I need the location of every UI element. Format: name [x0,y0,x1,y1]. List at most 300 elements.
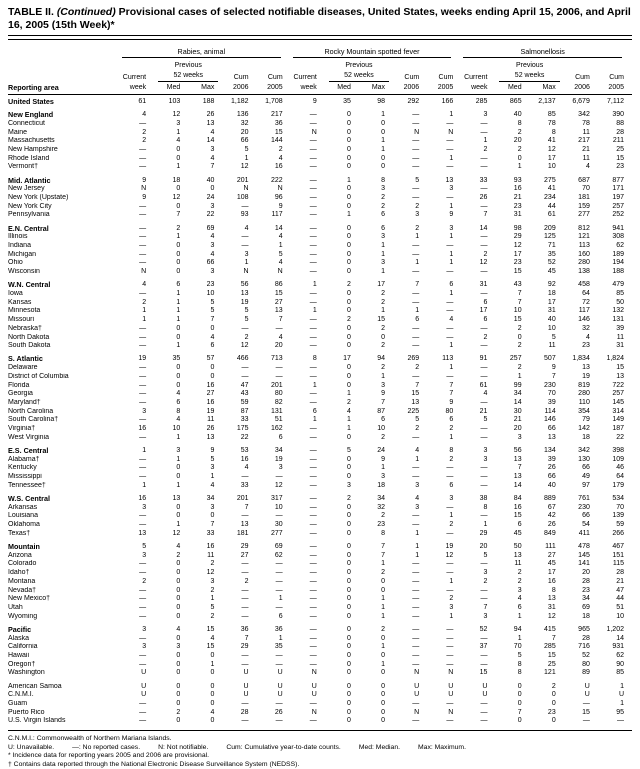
value-cell: — [412,268,420,276]
value-cell: 85 [547,111,556,119]
value-cell: 31 [616,342,624,350]
value-cell: 0 [210,700,215,707]
value-cell: 5 [210,298,215,306]
value-cell: 2 [381,569,386,577]
value-cell: 0 [210,682,215,690]
value-cell: 0 [347,433,351,441]
value-cell: 2 [551,682,556,690]
value-cell: 1 [176,455,181,463]
value-cell: — [309,717,317,725]
value-cell: 3 [210,464,215,472]
table-row [8,364,632,373]
value-cell: 0 [176,512,181,520]
value-cell: — [446,268,454,276]
value-cell: 117 [271,211,283,219]
table-row [8,512,632,521]
table-row [8,242,632,251]
value-cell: — [309,111,317,119]
value-cell: 145 [612,399,624,406]
value-cell: 0 [347,708,351,716]
value-cell: 4 [585,333,590,341]
value-cell: 47 [240,381,249,389]
value-cell: 10 [547,163,556,171]
value-cell: — [480,481,488,489]
value-cell: 15 [479,669,488,677]
value-cell: 66 [582,512,590,520]
table-section [8,495,632,539]
value-cell: 1 [415,259,420,267]
value-cell: — [309,342,317,350]
value-cell: 6 [381,211,386,219]
value-cell: 4 [142,111,147,119]
value-cell: 0 [176,700,181,707]
value-cell: — [480,242,488,250]
value-cell: 52 [582,651,590,659]
value-cell: 5 [551,333,556,341]
value-cell: — [412,333,420,341]
value-cell: 0 [347,146,351,154]
value-cell: — [446,586,454,594]
value-cell: 2 [278,146,283,154]
value-cell: 0 [381,700,386,707]
value-cell: 15 [616,364,624,372]
value-cell: 44 [547,202,556,210]
value-cell: 0 [347,290,351,298]
value-cell: — [241,595,249,603]
value-cell: — [480,425,488,433]
value-cell: 144 [270,137,283,145]
row-label: Louisiana [8,512,38,520]
table-row [8,434,632,443]
value-cell: 34 [513,390,522,398]
value-cell: 0 [381,651,386,659]
value-cell: 131 [612,316,624,324]
value-cell: 1 [312,416,317,424]
cum-label: Cum [233,74,249,81]
table-row [8,613,632,622]
med-label: Med [337,84,351,91]
value-cell: 1 [278,634,283,642]
value-cell: 6 [449,281,454,289]
value-cell: 1 [142,447,147,455]
value-cell: 411 [578,529,590,537]
week-label: week [300,84,317,91]
value-cell: — [139,242,147,250]
value-cell: 12 [274,481,283,489]
value-cell: 0 [176,202,181,210]
value-cell: U [311,682,317,690]
value-cell: 0 [517,333,522,341]
table-row [8,98,632,107]
value-cell: 4 [176,390,181,398]
value-cell: — [480,660,488,668]
value-cell: — [446,137,454,145]
value-cell: 17 [343,355,351,363]
column-group-salmonellosis: Salmonellosis [463,47,622,58]
value-cell: 3 [483,447,488,455]
value-cell: 23 [377,521,386,529]
value-cell: 0 [347,595,351,603]
value-cell: 4 [415,495,420,503]
value-cell: 0 [347,651,351,659]
value-cell: 15 [206,625,215,633]
value-cell: 1 [517,372,522,380]
value-cell: 1 [176,128,181,136]
value-cell: 7 [244,503,249,511]
row-label: Iowa [8,290,23,298]
value-cell: 2 [347,316,351,324]
value-cell: 103 [168,98,181,105]
value-cell: 0 [347,224,351,232]
footnote-cnmi: C.N.M.I.: Commonwealth of Northern Mariana Islands. [8,735,172,743]
value-cell: — [139,700,147,707]
value-cell: 66 [240,137,249,145]
value-cell: 0 [381,708,386,716]
value-cell: — [480,342,488,350]
value-cell: 54 [582,521,590,529]
value-cell: 1 [517,163,522,171]
value-cell: — [480,364,488,372]
value-cell: 3 [517,433,522,441]
value-cell: 4 [278,154,283,162]
value-cell: 1 [449,577,454,585]
value-cell: 21 [582,146,590,154]
value-cell: 13 [172,495,181,503]
row-label: Virginia† [8,425,36,433]
value-cell: 1 [415,529,420,537]
value-cell: — [309,634,317,642]
value-cell: — [412,324,420,332]
value-cell: 131 [270,407,283,415]
value-cell: 2 [517,324,522,332]
value-cell: 7 [483,603,488,611]
row-label: Mountain [8,543,40,552]
value-cell: 2 [381,202,386,210]
value-cell: 4 [517,595,522,603]
value-cell: 4 [244,224,249,232]
value-cell: 0 [347,669,351,677]
value-cell: 17 [377,281,386,289]
value-cell: 56 [513,447,522,455]
value-cell: 1 [312,381,317,389]
value-cell: 36 [274,119,283,127]
value-cell: — [412,146,420,154]
value-cell: 4 [210,250,215,258]
value-cell: 0 [347,298,351,306]
value-cell: 1 [176,342,181,350]
value-cell: 275 [544,176,556,184]
value-cell: — [446,717,454,725]
value-cell: 15 [274,128,283,136]
value-cell: 390 [612,111,624,119]
value-cell: 29 [479,529,488,537]
value-cell: 39 [547,455,556,463]
value-cell: 1 [176,163,181,171]
value-cell: 142 [578,425,590,433]
value-cell: — [480,700,488,707]
value-cell: 23 [513,259,522,267]
value-cell: 15 [547,651,556,659]
value-cell: 0 [347,529,351,537]
value-cell: — [309,425,317,433]
value-cell: 2 [381,290,386,298]
value-cell: — [139,586,147,594]
value-cell: — [412,290,420,298]
value-cell: 13 [411,399,420,406]
value-cell: 3 [381,381,386,389]
value-cell: 1 [312,281,317,289]
value-cell: 466 [236,355,249,363]
value-cell: — [480,717,488,725]
max-label: Max [371,84,386,91]
value-cell: — [412,512,420,520]
row-label: Arkansas [8,503,38,511]
row-label: Pacific [8,625,32,634]
value-cell: 1 [449,612,454,620]
value-cell: 37 [479,643,488,651]
value-cell: 32 [240,119,249,127]
value-cell: 2 [347,495,351,503]
value-cell: — [617,717,624,725]
row-label: New Mexico† [8,595,51,603]
row-label: S. Atlantic [8,355,43,364]
value-cell: 8 [551,586,556,594]
value-cell: 24 [377,447,386,455]
value-cell: — [309,290,317,298]
value-cell: 280 [578,390,590,398]
value-cell: 0 [551,691,556,699]
value-cell: — [139,146,147,154]
value-cell: 18 [547,290,556,298]
value-cell: 39 [547,399,556,406]
value-cell: 3 [381,233,386,241]
value-cell: — [309,512,317,520]
value-cell: — [412,521,420,529]
value-cell: N [277,268,283,276]
value-cell: — [446,324,454,332]
value-cell: 0 [381,577,386,585]
row-label: Georgia [8,390,33,398]
value-cell: 7 [210,163,215,171]
value-cell: 0 [381,682,386,690]
med-label: Med [166,84,181,91]
value-cell: 201 [236,176,249,184]
value-cell: — [309,163,317,171]
value-cell: — [446,146,454,154]
value-cell: 17 [513,250,522,258]
table-row [8,146,632,155]
value-cell: 11 [207,551,215,559]
value-cell: 23 [616,163,624,171]
row-label: E.S. Central [8,447,49,456]
value-cell: 12 [172,194,181,202]
value-cell: 0 [551,717,556,725]
value-cell: 84 [513,495,522,503]
value-cell: — [309,464,317,472]
value-cell: 3 [415,481,420,489]
value-cell: 3 [449,603,454,611]
value-cell: 1 [449,154,454,162]
value-cell: 0 [381,634,386,642]
value-cell: 5 [278,250,283,258]
value-cell: 4 [176,543,181,551]
value-cell: 20 [513,137,522,145]
value-cell: 132 [612,307,624,315]
value-cell: 1 [381,643,386,651]
value-cell: 109 [612,455,624,463]
value-cell: — [412,163,420,171]
value-cell: 2 [415,202,420,210]
value-cell: 25 [547,660,556,668]
value-cell: 0 [347,464,351,472]
value-cell: 5 [483,551,488,559]
value-cell: 0 [347,242,351,250]
value-cell: 16 [138,495,147,503]
value-cell: 467 [612,543,624,551]
value-cell: 28 [616,128,624,136]
value-cell: — [309,612,317,620]
max-label: Max [201,84,215,91]
column-group-rabies-animal: Rabies, animal [122,47,281,58]
value-cell: 20 [582,569,590,577]
value-cell: 18 [377,481,386,489]
value-cell: 1 [176,316,181,324]
value-cell: 1 [176,233,181,241]
table-row [8,473,632,482]
value-cell: 1 [415,233,420,241]
value-cell: 889 [544,495,556,503]
table-row [8,495,632,504]
value-cell: 716 [578,643,590,651]
value-cell: 230 [578,503,590,511]
value-cell: 0 [381,119,386,127]
value-cell: 10 [172,425,181,433]
row-label: Delaware [8,364,38,372]
row-label: Minnesota [8,307,41,315]
table-row [8,652,632,661]
value-cell: 0 [347,603,351,611]
value-cell: 0 [176,464,181,472]
row-label: Idaho† [8,569,30,577]
value-cell: 6 [517,521,522,529]
value-cell: — [480,560,488,568]
row-label: Nevada† [8,586,37,594]
value-cell: 11 [616,333,624,341]
value-cell: 3 [142,551,147,559]
value-cell: U [243,691,249,699]
value-cell: 5 [347,447,351,455]
table-row [8,604,632,613]
table-body [8,98,632,726]
value-cell: 33 [240,481,249,489]
value-cell: 88 [616,119,624,127]
table-row [8,578,632,587]
value-cell: 0 [347,577,351,585]
value-cell: — [480,473,488,481]
value-cell: 66 [206,259,215,267]
value-cell: — [309,521,317,529]
value-cell: 398 [612,447,624,455]
value-cell: 34 [274,447,283,455]
table-section [8,626,632,678]
value-cell: 1 [142,316,147,324]
value-cell: 7 [278,316,283,324]
value-cell: — [480,202,488,210]
value-cell: — [139,464,147,472]
legend-item: U: Unavailable. [8,743,55,751]
value-cell: 4 [278,259,283,267]
value-cell: 1 [176,481,181,489]
value-cell: 17 [547,154,556,162]
value-cell: — [275,577,283,585]
value-cell: 10 [274,503,283,511]
table-section [8,111,632,172]
value-cell: 2 [142,577,147,585]
table-row [8,482,632,491]
value-cell: 0 [176,154,181,162]
value-cell: — [309,137,317,145]
value-cell: 4 [347,407,351,415]
value-cell: 71 [547,242,556,250]
value-cell: 0 [347,364,351,372]
value-cell: 0 [176,560,181,568]
value-cell: 4 [142,281,147,289]
table-row [8,626,632,635]
value-cell: 209 [544,224,556,232]
value-cell: U [584,691,590,699]
table-row [8,521,632,530]
value-cell: 151 [612,551,624,559]
value-cell: 0 [347,625,351,633]
row-label: Colorado [8,560,37,568]
value-cell: 22 [206,211,215,219]
value-cell: 115 [612,560,624,568]
legend-item: Med: Median. [358,743,400,751]
value-cell: 66 [547,425,556,433]
value-cell: U [243,682,249,690]
current-label: Current [122,74,147,81]
value-cell: 8 [176,407,181,415]
value-cell: 10 [513,307,522,315]
value-cell: 217 [578,137,590,145]
value-cell: 34 [206,495,215,503]
value-cell: 30 [274,521,283,529]
value-cell: 5 [483,416,488,424]
value-cell: 16 [240,455,249,463]
reporting-area-label: Reporting area [8,83,59,92]
value-cell: — [139,612,147,620]
value-cell: — [139,381,147,389]
value-cell: — [412,651,420,659]
value-cell: 22 [240,433,249,441]
row-label: New York (Upstate) [8,194,69,202]
value-cell: — [446,625,454,633]
value-cell: 3 [142,503,147,511]
value-cell: — [446,503,454,511]
value-cell: 5 [244,316,249,324]
value-cell: — [309,643,317,651]
value-cell: — [139,433,147,441]
header-52weeks-row [8,71,632,82]
value-cell: 3 [415,503,420,511]
value-cell: 1 [449,342,454,350]
value-cell: 3 [483,612,488,620]
table-row [8,225,632,234]
value-cell: 2 [415,364,420,372]
value-cell: — [582,700,590,707]
value-cell: 47 [616,586,624,594]
value-cell: 6 [278,433,283,441]
